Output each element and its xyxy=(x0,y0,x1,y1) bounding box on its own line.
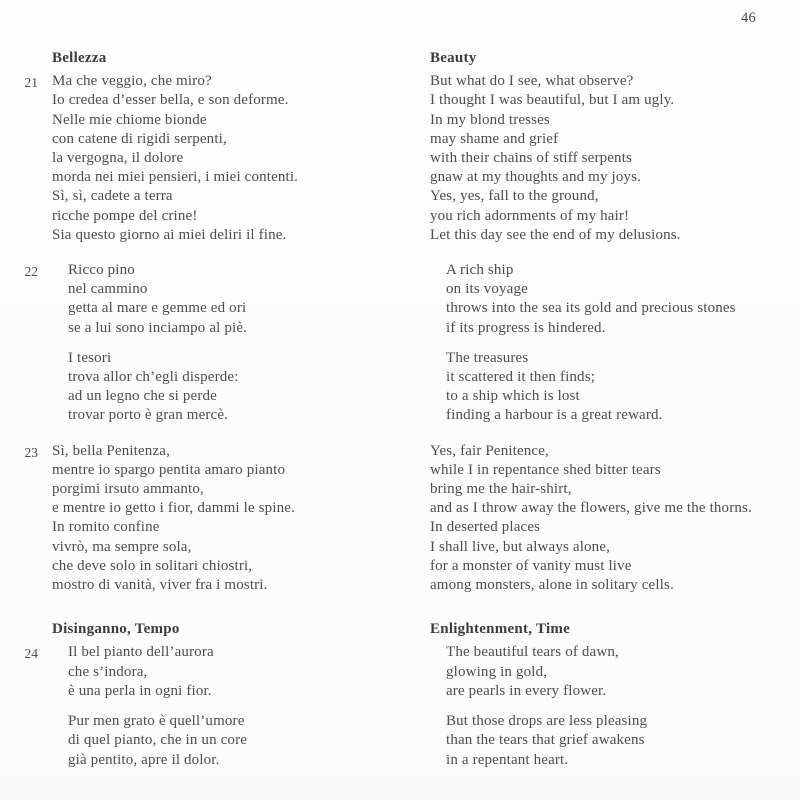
poem-line-english: Let this day see the end of my delusions. xyxy=(430,226,681,243)
poem-line-italian: morda nei miei pensieri, i miei contenti. xyxy=(52,169,299,186)
poem-line-english: are pearls in every flower. xyxy=(446,682,607,699)
italian-column xyxy=(38,442,430,596)
poem-line-italian: mentre io spargo pentita amaro pianto xyxy=(52,461,286,478)
poem-line-italian: mostro di vanità, viver fra i mostri. xyxy=(52,577,268,594)
stanza-row xyxy=(0,261,800,338)
poem-line-english: Yes, fair Penitence, xyxy=(430,442,549,459)
poem-line-english: I shall live, but always alone, xyxy=(430,538,611,555)
section-heading-english: Enlightenment, Time xyxy=(430,621,571,638)
poem-line-english: finding a harbour is a great reward. xyxy=(446,407,663,424)
poem-line-italian: Il bel pianto dell’aurora xyxy=(68,644,214,661)
poem-line-italian: Sì, bella Penitenza, xyxy=(52,442,170,459)
section-heading-row xyxy=(0,49,800,68)
stanza-number xyxy=(0,620,38,621)
poem-line-english: But what do I see, what observe? xyxy=(430,73,634,90)
poem-line-italian: Pur men grato è quell’umore xyxy=(68,713,245,730)
poem-line-italian: getta al mare e gemme ed ori xyxy=(68,300,247,317)
english-column xyxy=(430,72,800,245)
poem-line-italian: Sia questo giorno ai miei deliri il fine. xyxy=(52,226,287,243)
poem-blocks xyxy=(0,49,800,770)
stanza-number xyxy=(0,349,38,350)
section-heading-row xyxy=(0,620,800,639)
poem-line-italian: che s’indora, xyxy=(68,663,148,680)
poem-line-italian: Io credea d’esser bella, e son deforme. xyxy=(52,92,289,109)
poem-line-italian: Ricco pino xyxy=(68,262,135,279)
section-heading-italian: Bellezza xyxy=(52,50,107,66)
poem-line-english: bring me the hair-shirt, xyxy=(430,481,572,498)
english-column xyxy=(430,442,800,596)
poem-line-english: on its voyage xyxy=(446,281,528,298)
section-heading-english: Beauty xyxy=(430,50,477,66)
poem-line-english: The beautiful tears of dawn, xyxy=(446,644,619,661)
poem-line-english: and as I throw away the flowers, give me the thorns. xyxy=(430,500,752,517)
english-column xyxy=(430,620,800,639)
stanza-row xyxy=(0,72,800,245)
poem-line-italian: Nelle mie chiome bionde xyxy=(52,111,207,128)
poem-line-english: In my blond tresses xyxy=(430,111,550,128)
italian-column xyxy=(38,643,430,701)
stanza-row xyxy=(0,442,800,596)
section-heading-italian: Disinganno, Tempo xyxy=(52,621,180,638)
poem-line-italian: nel cammino xyxy=(68,281,148,298)
poem-line-italian: è una perla in ogni fior. xyxy=(68,682,212,699)
poem-line-italian: se a lui sono inciampo al piè. xyxy=(68,319,248,336)
stanza-number xyxy=(0,49,38,50)
english-column xyxy=(430,261,800,338)
stanza-number xyxy=(0,712,38,713)
english-column xyxy=(430,643,800,701)
stanza-number: 23 xyxy=(24,444,38,460)
poem-line-italian: la vergogna, il dolore xyxy=(52,150,184,167)
stanza-row xyxy=(0,712,800,770)
italian-column xyxy=(38,712,430,770)
stanza-number: 22 xyxy=(24,264,38,280)
poem-line-english: if its progress is hindered. xyxy=(446,319,606,336)
italian-column xyxy=(38,349,430,426)
poem-line-english: glowing in gold, xyxy=(446,663,548,680)
poem-line-italian: di quel pianto, che in un core xyxy=(68,732,248,749)
poem-line-english: with their chains of stiff serpents xyxy=(430,150,633,167)
italian-column xyxy=(38,620,430,639)
poem-line-english: gnaw at my thoughts and my joys. xyxy=(430,169,642,186)
stanza-row xyxy=(0,643,800,701)
poem-line-english: The treasures xyxy=(446,349,529,366)
poem-line-english: In deserted places xyxy=(430,519,541,536)
poem-line-italian: con catene di rigidi serpenti, xyxy=(52,130,227,147)
italian-column xyxy=(38,49,430,68)
poem-line-english: I thought I was beautiful, but I am ugly. xyxy=(430,92,675,109)
english-column xyxy=(430,49,800,68)
poem-line-italian: ad un legno che si perde xyxy=(68,388,217,405)
italian-column xyxy=(38,72,430,245)
poem-line-english: you rich adornments of my hair! xyxy=(430,207,630,224)
poem-line-english: among monsters, alone in solitary cells. xyxy=(430,577,674,594)
italian-column xyxy=(38,261,430,338)
poem-line-italian: Sì, sì, cadete a terra xyxy=(52,188,173,205)
poem-line-english: throws into the sea its gold and precious stones xyxy=(446,300,736,317)
poem-line-italian: e mentre io getto i fior, dammi le spine. xyxy=(52,500,295,517)
poem-line-italian: trova allor ch’egli disperde: xyxy=(68,369,239,386)
poem-line-italian: trovar porto è gran mercè. xyxy=(68,407,229,424)
poem-line-english: than the tears that grief awakens xyxy=(446,732,645,749)
english-column xyxy=(430,712,800,770)
poem-line-english: to a ship which is lost xyxy=(446,388,580,405)
poem-line-italian: che deve solo in solitari chiostri, xyxy=(52,557,253,574)
stanza-number: 24 xyxy=(24,646,38,662)
stanza-row xyxy=(0,349,800,426)
poem-line-italian: ricche pompe del crine! xyxy=(52,207,198,224)
poem-line-english: in a repentant heart. xyxy=(446,751,569,768)
poem-line-english: may shame and grief xyxy=(430,130,559,147)
poem-line-english: it scattered it then finds; xyxy=(446,369,596,386)
poem-line-english: But those drops are less pleasing xyxy=(446,713,648,730)
stanza-number: 21 xyxy=(24,75,38,91)
poem-line-italian: vivrò, ma sempre sola, xyxy=(52,538,192,555)
poem-line-english: A rich ship xyxy=(446,262,514,279)
english-column xyxy=(430,349,800,426)
poem-line-english: for a monster of vanity must live xyxy=(430,557,632,574)
page-number: 46 xyxy=(741,10,757,26)
poem-line-italian: In romito confine xyxy=(52,519,160,536)
poem-line-english: while I in repentance shed bitter tears xyxy=(430,461,661,478)
poem-line-italian: Ma che veggio, che miro? xyxy=(52,73,212,90)
poem-line-italian: I tesori xyxy=(68,349,112,366)
poem-line-italian: già pentito, apre il dolor. xyxy=(68,751,220,768)
poem-line-italian: porgimi irsuto ammanto, xyxy=(52,481,204,498)
poem-line-english: Yes, yes, fall to the ground, xyxy=(430,188,599,205)
